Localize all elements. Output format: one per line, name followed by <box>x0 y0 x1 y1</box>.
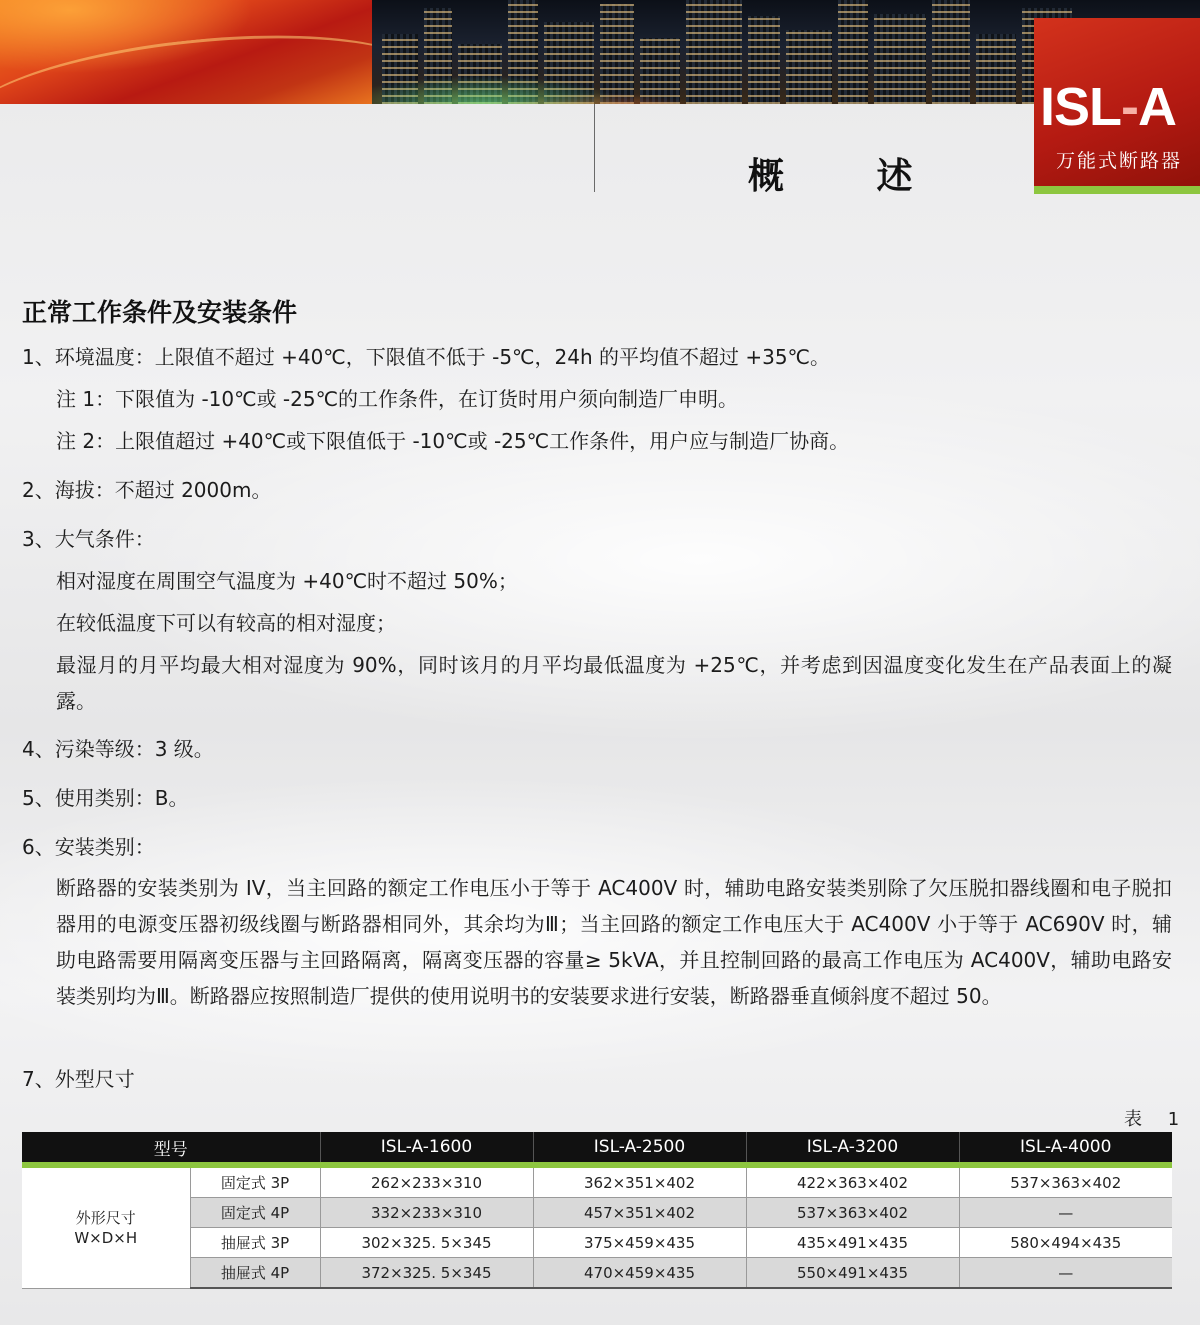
item-installation-text: 断路器的安装类别为 IV，当主回路的额定工作电压小于等于 AC400V 时，辅助电路安装类别除了欠压脱扣器线圈和电子脱扣器用的电源变压器初级线圈与断路器相同外，其余均为Ⅲ；当主回路的额定工作电压大于 AC400V 小于等于 AC690V 时，辅助电路需要用隔离变压器与主回路隔离，隔离变压器的容量≥ 5kVA，并且控制回路的最高工作电压为 AC400V，辅助电路安装类别均为Ⅲ。断路器应按照制造厂提供的使用说明书的安装要求进行安装，断路器垂直倾斜度不超过 50。 <box>56 876 1172 1008</box>
table-cell: 375×459×435 <box>533 1228 746 1258</box>
header-model: 型号 <box>22 1132 320 1165</box>
item-pollution-degree: 4、污染等级：3 级。 <box>22 737 214 761</box>
item-ambient-temperature: 1、环境温度：上限值不超过 +40℃，下限值不低于 -5℃，24h 的平均值不超过 +35℃。 <box>22 345 831 369</box>
header-cell: ISL-A-2500 <box>533 1132 746 1165</box>
item-atmosphere-line-2: 在较低温度下可以有较高的相对湿度； <box>56 611 396 635</box>
header-cell: ISL-A-3200 <box>746 1132 959 1165</box>
table-cell: 457×351×402 <box>533 1198 746 1228</box>
dimensions-table <box>22 1132 1172 1289</box>
row-type: 抽屉式 4P <box>190 1258 320 1289</box>
item-ambient-note-1: 注 1：下限值为 -10℃或 -25℃的工作条件，在订货时用户须向制造厂申明。 <box>56 387 739 411</box>
table-cell: 550×491×435 <box>746 1258 959 1289</box>
item-atmosphere-line-1: 相对湿度在周围空气温度为 +40℃时不超过 50%； <box>56 569 518 593</box>
row-type: 固定式 4P <box>190 1198 320 1228</box>
item-installation-category: 6、安装类别： <box>22 835 155 859</box>
logo-text: ISL-A <box>1040 77 1176 137</box>
table-cell: 302×325. 5×345 <box>320 1228 533 1258</box>
header-banner-left <box>0 0 372 104</box>
item-ambient-note-2: 注 2：上限值超过 +40℃或下限值低于 -10℃或 -25℃工作条件，用户应与制造厂协商。 <box>56 429 850 453</box>
table-cell: 470×459×435 <box>533 1258 746 1289</box>
table-cell: 435×491×435 <box>746 1228 959 1258</box>
table-cell: — <box>959 1198 1172 1228</box>
table-cell: 362×351×402 <box>533 1165 746 1198</box>
item-utilization-category: 5、使用类别：B。 <box>22 786 189 810</box>
page-title: 概 述 <box>748 156 953 197</box>
item-atmosphere-line-3: 最湿月的月平均最大相对湿度为 90%，同时该月的月平均最低温度为 +25℃，并考虑到因温度变化发生在产品表面上的凝露。 <box>56 653 1172 713</box>
row-type: 抽屉式 3P <box>190 1228 320 1258</box>
table-row <box>22 1258 1172 1289</box>
row-label-dimensions: 外形尺寸 W×D×H <box>22 1165 190 1288</box>
table-cell: 537×363×402 <box>746 1198 959 1228</box>
table-row <box>22 1228 1172 1258</box>
item-atmosphere: 3、大气条件： <box>22 527 155 551</box>
table-cell: 262×233×310 <box>320 1165 533 1198</box>
table-row <box>22 1165 1172 1198</box>
table-cell: — <box>959 1258 1172 1289</box>
header-cell: ISL-A-1600 <box>320 1132 533 1165</box>
header-divider <box>594 104 595 192</box>
table-cell: 422×363×402 <box>746 1165 959 1198</box>
table-cell: 537×363×402 <box>959 1165 1172 1198</box>
table-caption: 表 1 <box>1124 1109 1190 1130</box>
item-altitude: 2、海拔：不超过 2000m。 <box>22 478 272 502</box>
row-type: 固定式 3P <box>190 1165 320 1198</box>
section-heading: 正常工作条件及安装条件 <box>22 298 298 327</box>
table-cell: 580×494×435 <box>959 1228 1172 1258</box>
table-row <box>22 1198 1172 1228</box>
logo-subtitle: 万能式断路器 <box>1056 150 1183 172</box>
brand-logo <box>1034 18 1200 194</box>
header-cell: ISL-A-4000 <box>959 1132 1172 1165</box>
table-header-row <box>22 1132 1172 1165</box>
item-dimensions: 7、外型尺寸 <box>22 1067 135 1091</box>
table-cell: 332×233×310 <box>320 1198 533 1228</box>
table-cell: 372×325. 5×345 <box>320 1258 533 1289</box>
